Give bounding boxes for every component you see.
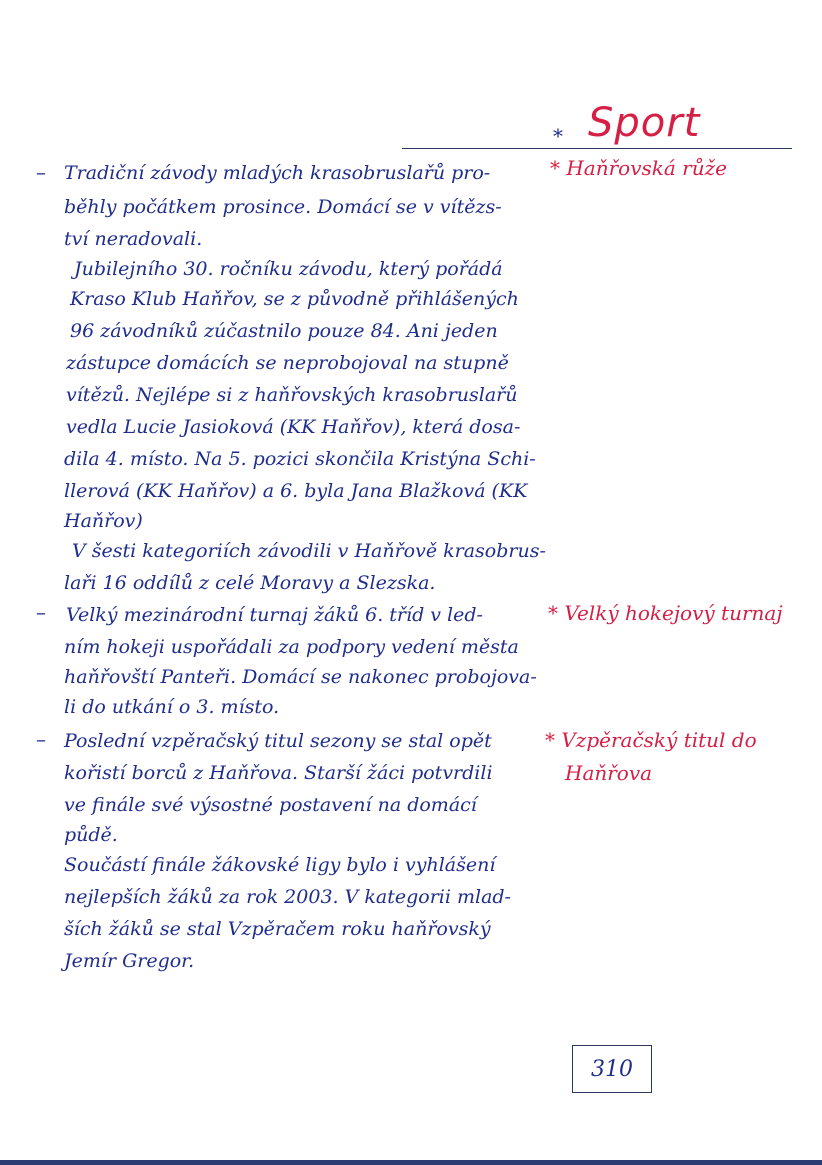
margin-note-hanrova: Haňřova [565,761,653,785]
header-rule [402,148,792,149]
text-line: V šesti kategoriích závodili v Haňřově krasobrus- [72,540,546,562]
text-line: Poslední vzpěračský titul sezony se stal opět [64,730,492,752]
text-line: nejlepších žáků za rok 2003. V kategorii mlad- [64,886,511,908]
margin-note-hokejovy-turnaj: * Velký hokejový turnaj [548,601,783,625]
text-line: laři 16 oddílů z celé Moravy a Slezska. [64,572,436,594]
bullet-dash: – [36,160,46,184]
text-line: Tradiční závody mladých krasobruslařů pro- [64,162,491,184]
header-star: * [553,124,563,148]
page-title: Sport [588,100,701,146]
text-line: Součástí finále žákovské ligy bylo i vyhlášení [64,854,496,876]
scan-bottom-edge [0,1160,822,1165]
text-line: zástupce domácích se neprobojoval na stupně [66,352,509,374]
text-line: tví neradovali. [64,228,203,250]
text-line: ním hokeji uspořádali za podpory vedení města [64,636,519,658]
text-line: 96 závodníků zúčastnilo pouze 84. Ani jeden [70,320,498,342]
bullet-dash: – [36,600,46,624]
text-line: půdě. [64,824,118,846]
bullet-dash: – [36,727,46,751]
text-line: Jemír Gregor. [64,950,195,972]
text-line: Jubilejního 30. ročníku závodu, který pořádá [74,258,503,280]
text-line: Kraso Klub Haňřov, se z původně přihlášených [70,288,519,310]
text-line: ších žáků se stal Vzpěračem roku haňřovský [64,918,491,940]
text-line: kořistí borců z Haňřova. Starší žáci potvrdili [64,762,493,784]
text-line: vítězů. Nejlépe si z haňřovských krasobruslařů [66,384,518,406]
margin-note-hanrovska-ruze: * Haňřovská růže [550,156,727,180]
text-line: ve finále své výsostné postavení na domácí [64,794,477,816]
text-line: llerová (KK Haňřov) a 6. byla Jana Blažková (KK [64,480,528,502]
page-number: 310 [591,1056,633,1082]
text-line: vedla Lucie Jasioková (KK Haňřov), která dosa- [66,416,521,438]
text-line: dila 4. místo. Na 5. pozici skončila Kristýna Schi- [64,448,536,470]
text-line: Velký mezinárodní turnaj žáků 6. tříd v led- [66,604,483,626]
margin-note-vzperacsky-titul: * Vzpěračský titul do [545,728,757,752]
text-line: Haňřov) [64,510,143,532]
text-line: běhly počátkem prosince. Domácí se v vítězs- [64,196,502,218]
text-line: li do utkání o 3. místo. [64,696,280,718]
page-number-box [572,1045,652,1093]
text-line: haňřovští Panteři. Domácí se nakonec probojova- [64,666,537,688]
